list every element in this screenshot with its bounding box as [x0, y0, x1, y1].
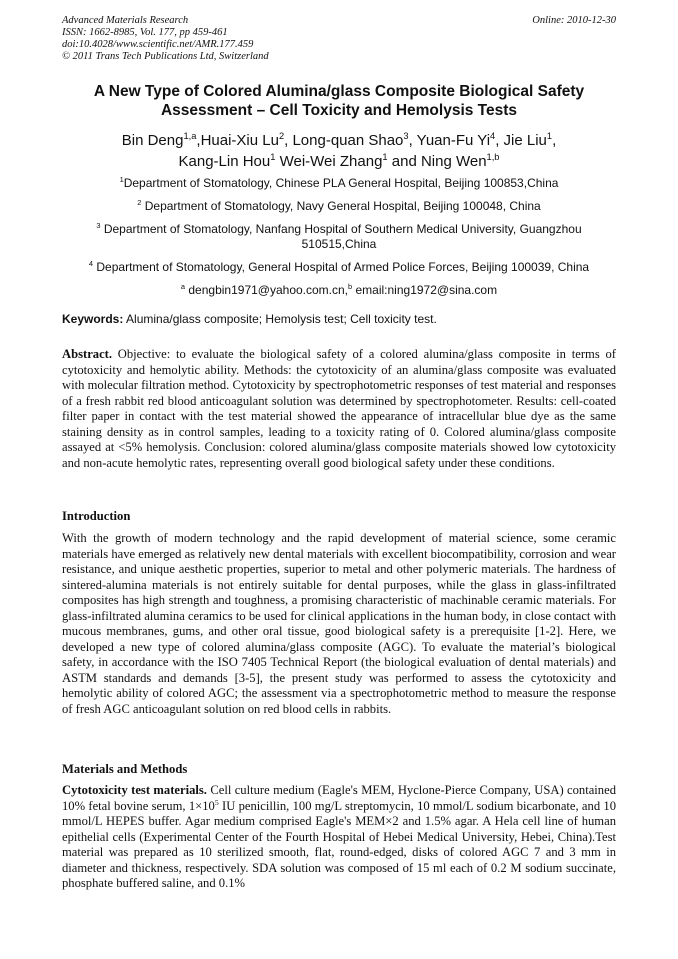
- author-name: Kang-Lin Hou: [178, 153, 271, 170]
- author-list: [62, 130, 616, 172]
- keywords-text: Alumina/glass composite; Hemolysis test; Cell toxicity test.: [123, 312, 437, 326]
- author-name: , Long-quan Shao: [284, 132, 404, 149]
- copyright-line: © 2011 Trans Tech Publications Ltd, Switzerland: [62, 51, 269, 62]
- affiliation-item: [62, 260, 616, 275]
- methods-text: IU penicillin, 100 mg/L streptomycin, 10 mmol/L sodium bicarbonate, and 10 mmol/L HEPES buffer. Agar medium comprised Eagle's MEM×2 and 1.5% agar. A Hela cell line of human epithelial cells (Experimental Center of the Fourth Hospital of Hebei Medical University, Hebei, China).Test material was prepared as 10 sterilized smooth, flat, round-edged, disks of colored AGC 7 and 3 mm in diameter and thickness, respectively. SDA solution was composed of 15 ml each of 0.2 M sodium succinate, phosphate buffered saline, and 0.1%: [62, 798, 617, 890]
- author-name: , Yuan-Fu Yi: [408, 132, 491, 149]
- author-name: , Jie Liu: [495, 132, 547, 149]
- journal-header: [62, 15, 616, 63]
- author-name: ,Huai-Xiu Lu: [196, 132, 279, 149]
- introduction-text: With the growth of modern technology and the rapid development of material science, some ceramic materials have emerged as relatively new dental materials with excellent biocompatibility, corrosion and wear resistance, and unique aesthetic properties, superior to metal and other polymeric materials. The hardness of sintered-alumina materials is not entirely suitable for dental purposes, while the glass in glass-infiltrated composites has high strength and toughness, a promising characteristic of machinable ceramic materials. For glass-infiltrated alumina ceramics to be used for clinical applications in the human body, in close contact with mucous membranes, gums, and other oral tissue, good biological safety is a prerequisite [1-2]. Here, we developed a new type of colored alumina/glass composite (AGC). To evaluate the material’s biological safety, in accordance with the ISO 7405 Technical Report (the biological evaluation of dental materials) and ASTM standards and demands [3-5], the present study was performed to assess the cytotoxicity and hemolytic ability of colored AGC; the assessment via a spectrophotometric method to measure the response of fresh AGC anticoagulant solution on red blood cells in rabbits.: [62, 531, 616, 716]
- author-affiliation-mark: 1: [270, 152, 276, 162]
- author-affiliation-mark: 1,b: [486, 152, 500, 162]
- keywords-label: Keywords:: [62, 312, 124, 326]
- abstract: [62, 347, 616, 471]
- affiliation-item: [62, 222, 616, 252]
- methods-subheading: Cytotoxicity test materials.: [62, 783, 207, 797]
- affiliation-mark: 4: [88, 259, 94, 268]
- methods-paragraph: [62, 783, 616, 892]
- affiliation-text: Department of Stomatology, Navy General Hospital, Beijing 100048, China: [141, 199, 541, 213]
- journal-name: Advanced Materials Research: [62, 15, 189, 26]
- abstract-label: Abstract.: [62, 347, 113, 361]
- methods-text: Cell culture medium (Eagle's MEM, Hyclone-Pierce Company, USA) contained 10% fetal bovine serum, 1×10: [62, 783, 616, 813]
- author-affiliation-mark: 2: [278, 131, 285, 141]
- author-line-1: [62, 130, 616, 151]
- email-address[interactable]: dengbin1971@yahoo.com.cn,: [185, 283, 349, 297]
- affiliation-text: Department of Stomatology, Nanfang Hospital of Southern Medical University, Guangzhou 510515,China: [100, 222, 582, 251]
- affiliation-mark: 3: [96, 221, 101, 230]
- keywords: [62, 312, 616, 327]
- introduction-heading: Introduction: [62, 509, 131, 523]
- affiliation-mark: 1: [119, 175, 124, 184]
- affiliation-item: [62, 199, 616, 214]
- paper-title: [62, 82, 616, 120]
- author-affiliation-mark: 1,a: [183, 131, 197, 141]
- abstract-text: Objective: to evaluate the biological safety of a colored alumina/glass composite in terms of cytotoxicity and hemolytic ability. Methods: the cytotoxicity of an alumina/glass composite was evaluated with molecular filtration method. Cytotoxicity by spectrophotometric responses of test material and responses of a fresh rabbit red blood anticoagulant solution was determined by spectrophotometer. Results: cell-coated filter paper in contact with the test material showed the appearance of intracellular blue dye as the same staining density as in control samples, leading to a toxicity rating of 0. Colored alumina/glass composite assayed at <5% hemolysis. Conclusion: colored alumina/glass composite materials showed low cytotoxicity and non-acute hemolytic rates, representing overall good biological safety under these conditions.: [62, 347, 616, 470]
- email-mark: b: [348, 282, 353, 291]
- exponent: 5: [214, 797, 219, 807]
- email-mark: a: [180, 282, 186, 291]
- author-separator: ,: [552, 132, 557, 149]
- affiliation-text: Department of Stomatology, General Hospital of Armed Police Forces, Beijing 100039, China: [93, 260, 590, 274]
- affiliation-item: [62, 176, 616, 191]
- title-line-1: A New Type of Colored Alumina/glass Composite Biological Safety: [93, 83, 585, 100]
- author-line-2: [62, 151, 616, 172]
- author-affiliation-mark: 1: [382, 152, 388, 162]
- affiliation-text: Department of Stomatology, Chinese PLA General Hospital, Beijing 100853,China: [123, 176, 559, 190]
- author-affiliation-mark: 4: [490, 131, 496, 141]
- doi-line: doi:10.4028/www.scientific.net/AMR.177.459: [62, 39, 254, 50]
- online-date: Online: 2010-12-30: [532, 15, 616, 26]
- author-name: and Ning Wen: [387, 153, 487, 170]
- email-line: [62, 283, 616, 298]
- issn-line: ISSN: 1662-8985, Vol. 177, pp 459-461: [62, 27, 228, 38]
- methods-heading: Materials and Methods: [62, 762, 188, 776]
- author-affiliation-mark: 3: [403, 131, 409, 141]
- author-name: Wei-Wei Zhang: [275, 153, 383, 170]
- email-address[interactable]: email:ning1972@sina.com: [352, 283, 498, 297]
- author-name: Bin Deng: [121, 132, 184, 149]
- affiliation-mark: 2: [137, 198, 142, 207]
- title-line-2: Assessment – Cell Toxicity and Hemolysis Tests: [160, 102, 518, 119]
- author-affiliation-mark: 1: [546, 131, 553, 141]
- affiliations: [62, 176, 616, 306]
